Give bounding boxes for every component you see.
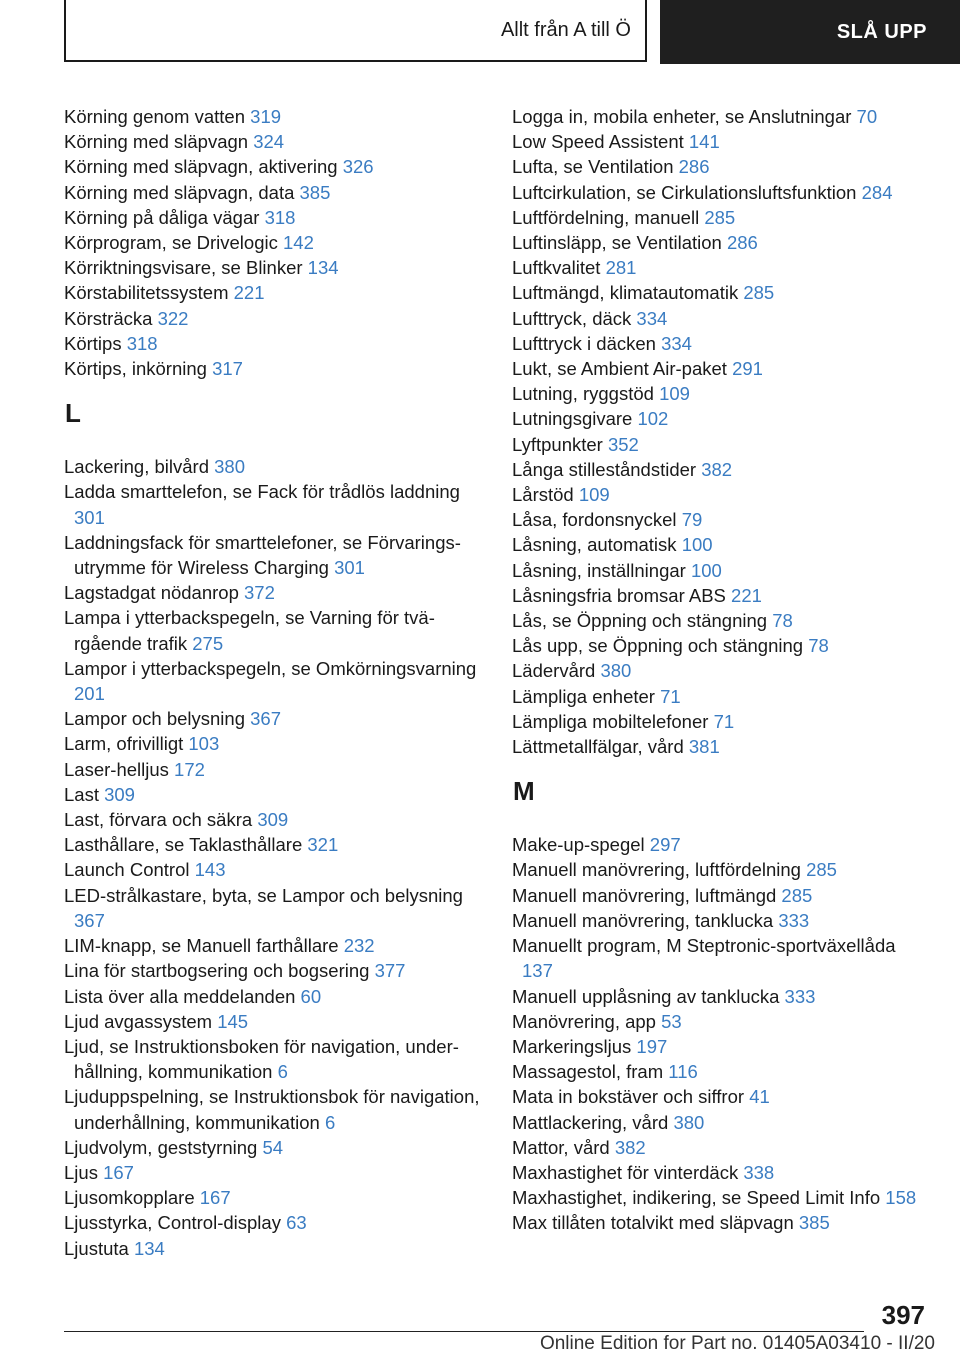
- index-entry: [64, 1009, 484, 1034]
- entry-term: Låsning, automatisk: [512, 534, 682, 556]
- page-link[interactable]: 158: [885, 1187, 917, 1209]
- index-entry: [512, 432, 922, 457]
- page-link[interactable]: 372: [244, 582, 275, 604]
- page-link[interactable]: 232: [343, 935, 375, 957]
- index-entry: [512, 406, 922, 431]
- index-entry: [512, 558, 922, 583]
- index-entry: [64, 306, 484, 331]
- index-entry: [64, 1236, 484, 1261]
- index-entry: [64, 706, 484, 731]
- index-column-right: [512, 104, 922, 1236]
- index-entry: [512, 933, 922, 983]
- entry-term: Lampa i ytterbackspegeln, se Varning för tvärgående trafik: [64, 607, 435, 654]
- index-entry: [64, 656, 484, 706]
- entry-term: LED-strålkastare, byta, se Lampor och belysning: [64, 884, 463, 906]
- index-entry: [512, 205, 922, 230]
- footer-divider: [64, 1331, 864, 1332]
- index-entry: [64, 180, 484, 205]
- index-entry: [64, 857, 484, 882]
- page-link[interactable]: 141: [688, 131, 720, 153]
- page-link[interactable]: 201: [74, 683, 105, 705]
- entry-term: Lagstadgat nödanrop: [64, 582, 245, 604]
- entry-term: Lutning, ryggstöd: [512, 383, 660, 405]
- index-tab-link[interactable]: [64, 0, 647, 62]
- entry-term: Manövrering, app: [512, 1010, 662, 1032]
- page-link[interactable]: 221: [233, 282, 265, 304]
- page-link[interactable]: 285: [806, 859, 837, 881]
- page-link[interactable]: 70: [856, 106, 878, 127]
- entry-term: Körsträcka: [64, 307, 158, 329]
- entry-term: Lårstöd: [512, 484, 579, 506]
- entry-term: Mata in bokstäver och siffror: [512, 1086, 750, 1108]
- page-link[interactable]: 297: [649, 834, 681, 856]
- index-entry: [64, 255, 484, 280]
- entry-term: Körstabilitetssystem: [64, 282, 234, 304]
- page-link[interactable]: 197: [636, 1035, 668, 1057]
- entry-term: Luftmängd, klimatautomatik: [512, 282, 744, 304]
- page-link[interactable]: 79: [681, 509, 703, 531]
- section-letter: L: [65, 398, 81, 429]
- entry-term: Manuellt program, M Steptronic-sportväxellåda: [512, 935, 896, 957]
- page-link[interactable]: 6: [324, 1111, 336, 1133]
- index-entry: [512, 984, 922, 1009]
- page-link[interactable]: 134: [133, 1237, 165, 1259]
- page-link[interactable]: 100: [681, 534, 713, 556]
- entry-term: Körning med släpvagn, aktivering: [64, 156, 343, 178]
- index-entry: [64, 1034, 484, 1084]
- entry-term: Lackering, bilvård: [64, 456, 215, 478]
- entry-term: Maxhastighet för vinterdäck: [512, 1161, 744, 1183]
- index-entry: [64, 1210, 484, 1235]
- page-link[interactable]: 380: [600, 660, 632, 682]
- entry-term: Ljusomkopplare: [64, 1187, 200, 1209]
- page-link[interactable]: 142: [283, 232, 314, 254]
- entry-term: Lutningsgivare: [512, 408, 638, 430]
- index-entry: [512, 1160, 922, 1185]
- index-entry: [512, 482, 922, 507]
- index-entry: [64, 731, 484, 756]
- page-link[interactable]: 285: [781, 884, 813, 906]
- index-entry: [64, 154, 484, 179]
- page-link[interactable]: 63: [286, 1212, 307, 1234]
- index-entry: [64, 129, 484, 154]
- entry-term: Lufttryck, däck: [512, 307, 637, 329]
- page-link[interactable]: 317: [212, 358, 243, 380]
- index-entry: [64, 479, 484, 529]
- entry-term: Ljus: [64, 1161, 104, 1183]
- footer-edition-text: Online Edition for Part no. 01405A03410 - II/20: [539, 1333, 935, 1354]
- entry-term: Luftinsläpp, se Ventilation: [512, 232, 727, 254]
- page-link[interactable]: 334: [636, 307, 668, 329]
- entry-term: Laddningsfack för smarttelefoner, se Förvaringsutrymme för Wireless Charging: [64, 531, 461, 579]
- entry-term: Make-up-spegel: [512, 834, 650, 856]
- entry-term: Luftfördelning, manuell: [512, 206, 705, 228]
- page-link[interactable]: 102: [637, 408, 669, 430]
- page-link[interactable]: 137: [522, 960, 553, 982]
- index-entry: [64, 933, 484, 958]
- index-entry: [64, 832, 484, 857]
- index-entry: [512, 709, 922, 734]
- page-link[interactable]: 281: [605, 257, 637, 279]
- index-entry: [512, 129, 922, 154]
- entry-term: Ljudvolym, geststyrning: [64, 1136, 263, 1158]
- entry-term: Körtips, inkörning: [64, 358, 213, 380]
- page-link[interactable]: 385: [299, 181, 331, 203]
- entry-term: Max tillåten totalvikt med släpvagn: [512, 1212, 799, 1234]
- entry-term: Maxhastighet, indikering, se Speed Limit Info: [512, 1187, 886, 1209]
- index-entry: [512, 104, 922, 129]
- index-entry: [64, 1084, 484, 1134]
- index-entry: [512, 908, 922, 933]
- page-link[interactable]: 6: [277, 1061, 288, 1083]
- page-link[interactable]: 380: [673, 1111, 705, 1133]
- page-link[interactable]: 319: [250, 106, 282, 127]
- entry-term: Lämpliga enheter: [512, 685, 661, 707]
- index-entry: [64, 230, 484, 255]
- page-link[interactable]: 286: [678, 156, 710, 178]
- page-number: 397: [881, 1300, 925, 1330]
- index-entry: [64, 782, 484, 807]
- entry-term: Manuell manövrering, luftfördelning: [512, 859, 807, 881]
- page-link[interactable]: 145: [217, 1010, 249, 1032]
- index-entry: [512, 532, 922, 557]
- index-entry: [64, 530, 484, 580]
- index-entry: [512, 230, 922, 255]
- page-link[interactable]: 385: [798, 1212, 830, 1234]
- index-entry: [512, 331, 922, 356]
- index-entry: [512, 583, 922, 608]
- entry-term: Körning på dåliga vägar: [64, 206, 265, 228]
- index-entry: [64, 1135, 484, 1160]
- page-link[interactable]: 382: [614, 1136, 646, 1158]
- index-entry: [512, 381, 922, 406]
- index-entry: [64, 605, 484, 655]
- index-entry: [512, 1135, 922, 1160]
- index-entry: [64, 104, 484, 129]
- entry-term: Manuell manövrering, tanklucka: [512, 909, 779, 931]
- index-entry: [64, 205, 484, 230]
- entry-term: Launch Control: [64, 859, 195, 881]
- entry-term: Luftkvalitet: [512, 257, 606, 279]
- index-entry: [512, 280, 922, 305]
- entry-term: Lampor och belysning: [64, 708, 251, 730]
- page-link[interactable]: 285: [704, 206, 736, 228]
- index-entry: [512, 1084, 922, 1109]
- entry-term: Manuell manövrering, luftmängd: [512, 884, 782, 906]
- index-entry: [512, 1185, 922, 1210]
- index-entry: [64, 580, 484, 605]
- page-link[interactable]: 382: [701, 458, 733, 480]
- page-link[interactable]: 309: [104, 783, 135, 805]
- entry-term: Låsning, inställningar: [512, 559, 691, 581]
- entry-term: Larm, ofrivilligt: [64, 733, 189, 755]
- entry-term: Ljuduppspelning, se Instruktionsbok för navigation, underhållning, kommunikation: [64, 1086, 480, 1133]
- page-link[interactable]: 380: [214, 456, 246, 478]
- page-link[interactable]: 285: [743, 282, 775, 304]
- page-link[interactable]: 322: [157, 307, 189, 329]
- page-link[interactable]: 54: [262, 1136, 284, 1158]
- index-entry: [512, 1009, 922, 1034]
- entry-term: Lämpliga mobiltelefoner: [512, 710, 714, 732]
- entry-term: Körprogram, se Drivelogic: [64, 232, 283, 254]
- entry-term: Last: [64, 783, 105, 805]
- page-link[interactable]: 377: [374, 960, 406, 982]
- entry-term: Mattor, vård: [512, 1136, 615, 1158]
- page-link[interactable]: 352: [607, 433, 639, 455]
- index-entry: [64, 454, 484, 479]
- entry-term: Lättmetallfälgar, vård: [512, 736, 689, 758]
- page-link[interactable]: 318: [264, 206, 296, 228]
- page-link[interactable]: 143: [194, 859, 226, 881]
- page-link[interactable]: 100: [690, 559, 722, 581]
- entry-term: Ljud, se Instruktionsboken för navigation, underhållning, kommunikation: [64, 1035, 459, 1083]
- index-entry: [64, 958, 484, 983]
- index-entry: [512, 154, 922, 179]
- index-entry: [512, 734, 922, 759]
- entry-term: Luftcirkulation, se Cirkulationsluftsfunktion: [512, 181, 862, 203]
- page-link[interactable]: 309: [257, 809, 289, 831]
- index-entry: [64, 984, 484, 1009]
- page-link[interactable]: 333: [778, 909, 810, 931]
- entry-term: Lukt, se Ambient Air-paket: [512, 358, 733, 380]
- entry-term: Lufta, se Ventilation: [512, 156, 679, 178]
- entry-term: Mattlackering, vård: [512, 1111, 674, 1133]
- page-link[interactable]: 321: [307, 834, 339, 856]
- entry-term: Last, förvara och säkra: [64, 809, 258, 831]
- entry-term: Lista över alla meddelanden: [64, 985, 301, 1007]
- page-link[interactable]: 301: [74, 506, 105, 528]
- page-link[interactable]: 172: [174, 758, 205, 780]
- index-entry: [64, 883, 484, 933]
- index-entry: [512, 457, 922, 482]
- index-entry: [512, 608, 922, 633]
- page-link[interactable]: 103: [188, 733, 220, 755]
- index-entry: [64, 1185, 484, 1210]
- entry-term: Lädervård: [512, 660, 601, 682]
- entry-term: Lasthållare, se Taklasthållare: [64, 834, 308, 856]
- index-entry: [512, 255, 922, 280]
- index-entry: [512, 507, 922, 532]
- index-entry: [512, 306, 922, 331]
- page-link[interactable]: 291: [732, 358, 763, 380]
- entry-term: Körning genom vatten: [64, 106, 251, 127]
- entry-term: Lina för startbogsering och bogsering: [64, 960, 375, 982]
- page-link[interactable]: 338: [743, 1161, 775, 1183]
- page-link[interactable]: 333: [784, 985, 816, 1007]
- page-link[interactable]: 326: [342, 156, 374, 178]
- page-link[interactable]: 334: [661, 332, 692, 354]
- index-entry: [512, 832, 922, 857]
- entry-term: Markeringsljus: [512, 1035, 637, 1057]
- page-link[interactable]: 71: [713, 710, 735, 732]
- page-link[interactable]: 41: [749, 1086, 770, 1108]
- index-entry: [512, 356, 922, 381]
- entry-term: Laser-helljus: [64, 758, 175, 780]
- page-link[interactable]: 318: [126, 332, 158, 354]
- index-entry: [512, 658, 922, 683]
- page-link[interactable]: 381: [688, 736, 720, 758]
- index-entry: [64, 356, 484, 381]
- entry-term: Låsningsfria bromsar ABS: [512, 584, 732, 606]
- index-entry: [64, 331, 484, 356]
- page-link[interactable]: 167: [199, 1187, 231, 1209]
- page-link[interactable]: 221: [731, 584, 762, 606]
- entry-term: Logga in, mobila enheter, se Anslutningar: [512, 106, 857, 127]
- entry-term: Låsa, fordonsnyckel: [512, 509, 682, 531]
- entry-term: Lampor i ytterbackspegeln, se Omkörningsvarning: [64, 657, 477, 679]
- page-link[interactable]: 109: [659, 383, 690, 405]
- entry-term: Ljusstyrka, Control-display: [64, 1212, 287, 1234]
- index-column-left: [64, 104, 484, 1261]
- page-link[interactable]: 134: [307, 257, 339, 279]
- lookup-tab-label: SLÅ UPP: [836, 20, 927, 43]
- entry-term: Körning med släpvagn: [64, 131, 254, 153]
- entry-term: Manuell upplåsning av tanklucka: [512, 985, 785, 1007]
- entry-term: Körtips: [64, 332, 127, 354]
- page-link[interactable]: 71: [660, 685, 681, 707]
- entry-term: Ljud avgassystem: [64, 1010, 218, 1032]
- index-entry: [64, 757, 484, 782]
- index-entry: [512, 1210, 922, 1235]
- index-entry: [512, 857, 922, 882]
- page-link[interactable]: 60: [300, 985, 322, 1007]
- page-link[interactable]: 286: [726, 232, 758, 254]
- index-entry: [64, 1160, 484, 1185]
- page-link[interactable]: 284: [861, 181, 893, 203]
- entry-term: Low Speed Assistent: [512, 131, 689, 153]
- page-link[interactable]: 116: [668, 1061, 698, 1083]
- page-link[interactable]: 78: [808, 635, 829, 657]
- entry-term: Ladda smarttelefon, se Fack för trådlös laddning: [64, 481, 460, 503]
- index-tab-label: Allt från A till Ö: [500, 18, 631, 41]
- header-bar: [0, 0, 960, 66]
- page-link[interactable]: 78: [772, 610, 793, 632]
- entry-term: Lyftpunkter: [512, 433, 608, 455]
- page-link[interactable]: 367: [74, 909, 105, 931]
- index-entry: [512, 1034, 922, 1059]
- index-entry: [512, 180, 922, 205]
- entry-term: Körriktningsvisare, se Blinker: [64, 257, 308, 279]
- section-letter: M: [513, 776, 535, 807]
- index-entry: [512, 883, 922, 908]
- entry-term: Körning med släpvagn, data: [64, 181, 300, 203]
- entry-term: Lås, se Öppning och stängning: [512, 610, 773, 632]
- index-entry: [512, 1110, 922, 1135]
- index-entry: [512, 684, 922, 709]
- entry-term: Massagestol, fram: [512, 1061, 669, 1083]
- page-link[interactable]: 301: [334, 557, 365, 579]
- index-entry: [512, 1059, 922, 1084]
- entry-term: Lufttryck i däcken: [512, 332, 662, 354]
- page-link[interactable]: 167: [103, 1161, 134, 1183]
- entry-term: LIM-knapp, se Manuell farthållare: [64, 935, 344, 957]
- index-entry: [64, 280, 484, 305]
- page-link[interactable]: 109: [578, 484, 610, 506]
- entry-term: Ljustuta: [64, 1237, 134, 1259]
- index-entry: [64, 807, 484, 832]
- page-link[interactable]: 53: [661, 1010, 682, 1032]
- page-link[interactable]: 324: [253, 131, 285, 153]
- lookup-tab-button[interactable]: [660, 0, 960, 64]
- page-link[interactable]: 275: [192, 632, 224, 654]
- entry-term: Långa stilleståndstider: [512, 458, 702, 480]
- page-link[interactable]: 367: [250, 708, 282, 730]
- entry-term: Lås upp, se Öppning och stängning: [512, 635, 809, 657]
- index-entry: [512, 633, 922, 658]
